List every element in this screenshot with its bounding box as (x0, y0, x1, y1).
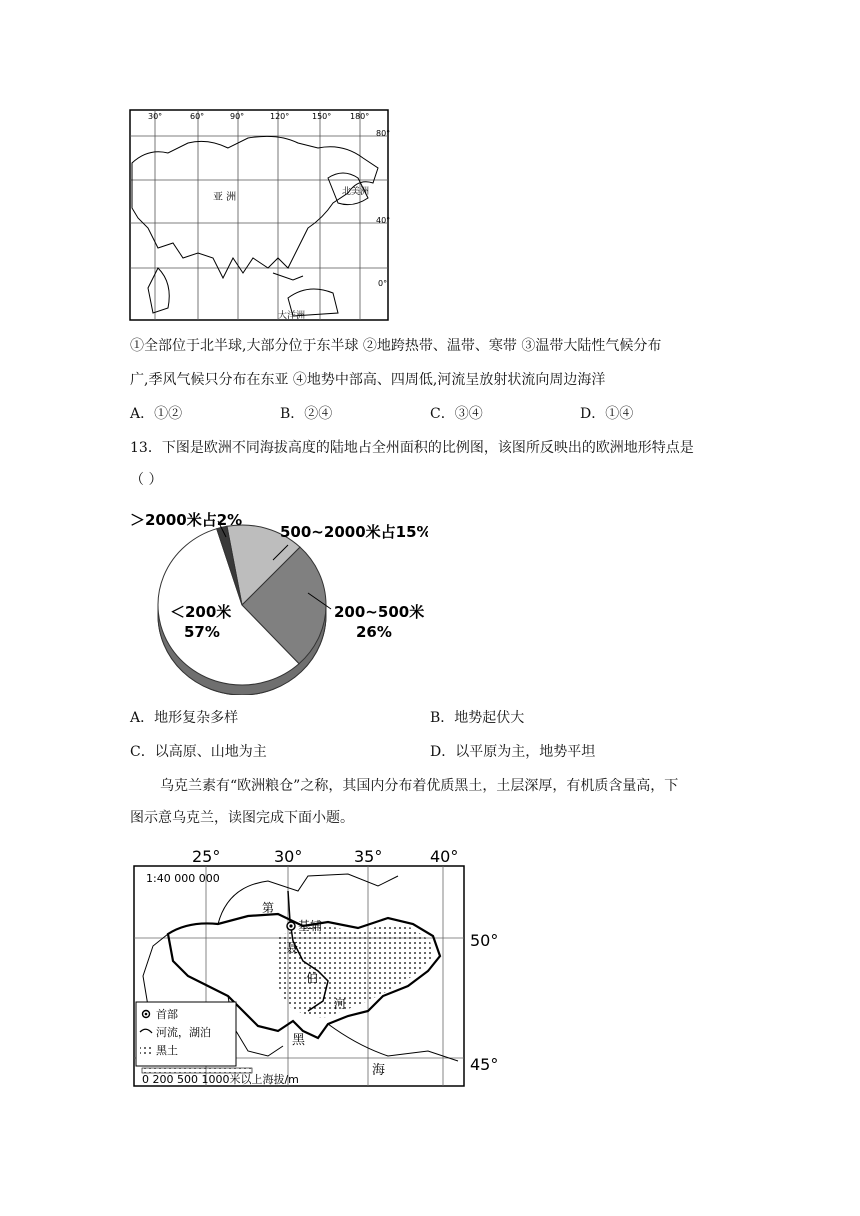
passage-line2: 图示意乌克兰，读图完成下面小题。 (130, 810, 354, 826)
map2-river-char-3: 伯 (306, 971, 319, 985)
q13-stem-line1: 13．下图是欧洲不同海拔高度的陆地占全州面积的比例图，该图所反映出的欧洲地形特点是 (130, 440, 694, 456)
map2-sea-char-1: 黑 (292, 1033, 306, 1048)
map1-lon-150: 150° (312, 112, 332, 121)
map2-lon-25: 25° (192, 847, 221, 866)
map1-oceania-label: 大洋洲 (278, 311, 306, 321)
q12-option-d[interactable]: D．①④ (580, 406, 634, 422)
map2-kiev-label: 基辅 (298, 919, 323, 933)
map2-lon-35: 35° (354, 847, 383, 866)
legend-soil-icon (140, 1046, 154, 1054)
map2-lon-30: 30° (274, 847, 303, 866)
pie-label-500-2000: 500~2000米占15% (280, 523, 428, 541)
q13-option-b[interactable]: B．地势起伏大 (430, 710, 525, 726)
elevation-pie-chart (128, 505, 428, 695)
map2-lat-45: 45° (470, 1055, 499, 1074)
pie-svg (128, 505, 428, 695)
map1-lon-90: 90° (230, 112, 245, 121)
passage-line1: 乌克兰素有“欧洲粮仓”之称，其国内分布着优质黑土，土层深厚，有机质含量高，下 (160, 778, 679, 794)
asia-map (128, 108, 393, 323)
q12-option-b[interactable]: B．②④ (280, 406, 333, 422)
q12-statement-line1: ①全部位于北半球,大部分位于东半球 ②地跨热带、温带、寒带 ③温带大陆性气候分布 (130, 338, 662, 354)
q13-option-a[interactable]: A．地形复杂多样 (130, 710, 239, 726)
map1-lon-30: 30° (148, 112, 163, 121)
map1-na-label: 北美洲 (342, 187, 370, 197)
legend-soil-label: 黑土 (156, 1044, 178, 1057)
legend-river-label: 河流，湖泊 (156, 1026, 211, 1039)
map1-lat-80: 80° (376, 129, 391, 138)
q12-statement-line2: 广,季风气候只分布在东亚 ④地势中部高、四周低,河流呈放射状流向周边海洋 (130, 372, 606, 388)
map2-river-char-4: 河 (334, 997, 347, 1011)
map2-river-char-1: 第 (262, 901, 275, 915)
pie-label-200-500-b: 26% (356, 623, 392, 641)
map2-river-char-2: 聂 (286, 941, 299, 955)
q13-option-d[interactable]: D．以平原为主，地势平坦 (430, 744, 596, 760)
map1-lon-60: 60° (190, 112, 205, 121)
q13-option-c[interactable]: C．以高原、山地为主 (130, 744, 267, 760)
pie-label-gt2000: ＞2000米占2% (130, 511, 243, 529)
map2-sea-char-2: 海 (372, 1063, 386, 1078)
map1-lon-120: 120° (270, 112, 290, 121)
pie-label-lt200-a: ＜200米 (170, 603, 232, 621)
q13-stem-line2: （ ） (130, 472, 163, 488)
q12-option-c[interactable]: C．③④ (430, 406, 483, 422)
map1-lat-40: 40° (376, 216, 391, 225)
asia-map-svg (128, 108, 393, 323)
legend-capital-label: 首部 (156, 1008, 178, 1021)
map2-scale: 1:40 000 000 (146, 872, 220, 885)
ukraine-map-svg (128, 846, 500, 1091)
pie-label-200-500-a: 200~500米 (334, 603, 425, 621)
pie-label-lt200-b: 57% (184, 623, 220, 641)
map1-lon-180: 180° (350, 112, 370, 121)
ukraine-map (128, 846, 500, 1091)
q12-option-a[interactable]: A．①② (130, 406, 183, 422)
map2-lon-40: 40° (430, 847, 459, 866)
map1-lat-0: 0° (378, 279, 388, 288)
map1-asia-label: 亚 洲 (213, 192, 237, 203)
map2-elevation-legend: 0 200 500 1000米以上海拔/m (142, 1073, 299, 1086)
map2-lat-50: 50° (470, 931, 499, 950)
